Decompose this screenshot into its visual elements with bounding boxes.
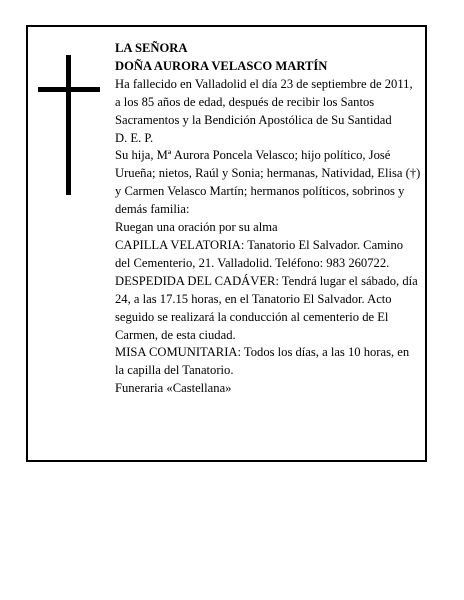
death-announcement: Ha fallecido en Valladolid el día 23 de septiembre de 2011, a los 85 años de edad, después de recibir los Santos Sacramentos y la Bendición Apostólica de Su Santidad (115, 76, 413, 127)
cross-horizontal-bar (38, 87, 100, 92)
cross-vertical-bar (66, 55, 71, 195)
prayer-request: Ruegan una oración por su alma (115, 220, 278, 235)
chapel-info: CAPILLA VELATORIA: Tanatorio El Salvador. Camino del Cementerio, 21. Valladolid. Teléfono: 983 260722. (115, 237, 404, 270)
obituary-notice (26, 25, 427, 462)
family-list: Su hija, Mª Aurora Poncela Velasco; hijo político, José Urueña; nietos, Raúl y Sonia; hermanas, Natividad, Elisa (†) y Carmen Velasco Martín; hermanos políticos, sobrinos y demás familia: (115, 148, 421, 217)
notice-text-block (115, 40, 421, 398)
mass-info: MISA COMUNITARIA: Todos los días, a las 10 horas, en la capilla del Tanatorio. (115, 345, 410, 378)
dep-line: D. E. P. (115, 130, 154, 145)
farewell-info: DESPEDIDA DEL CADÁVER: Tendrá lugar el sábado, día 24, a las 17.15 horas, en el Tanatorio El Salvador. Acto seguido se realizará la conducción al cementerio de El Carmen, de esta ciudad. (115, 273, 418, 342)
funeral-home: Funeraria «Castellana» (115, 381, 232, 396)
heading-title: LA SEÑORA (115, 41, 188, 55)
deceased-name: DOÑA AURORA VELASCO MARTÍN (115, 58, 328, 73)
